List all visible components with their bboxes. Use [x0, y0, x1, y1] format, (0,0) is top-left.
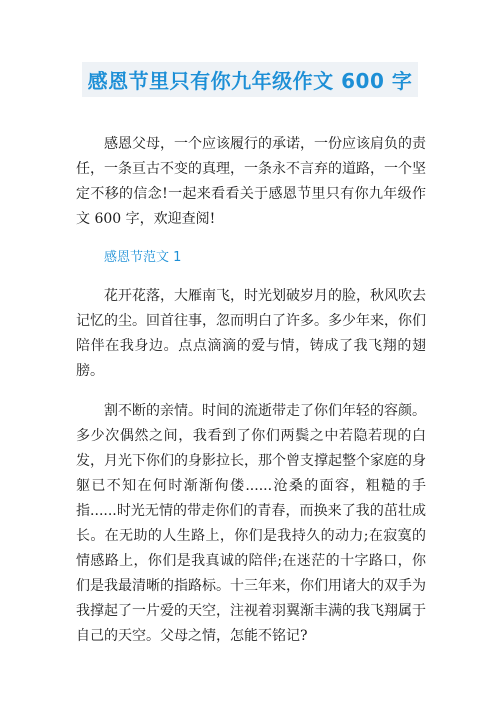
intro-paragraph: 感恩父母，一个应该履行的承诺，一份应该肩负的责任，一条亘古不变的真理，一条永不言弃的道路，一个坚定不移的信念!一起来看看关于感恩节里只有你九年级作文 600 字，欢迎查阅!: [76, 136, 426, 227]
article-body: [76, 132, 426, 649]
body-paragraph-2: 割不断的亲情。时间的流逝带走了你们年轻的容颜。多少次偶然之间，我看到了你们两鬓之中若隐若现的白发，月光下你们的身影拉长，那个曾支撑起整个家庭的身躯已不知在何时渐渐佝偻......沧桑的面容，粗糙的手指......时光无情的带走你们的青春，而换来了我的茁壮成长。在无助的人生路上，你们是我持久的动力;在寂寞的情感路上，你们是我真诚的陪伴;在迷茫的十字路口，你们是我最清晰的指路标。十三年来，你们用诸大的双手为我撑起了一片爱的天空，注视着羽翼渐丰满的我飞翔属于自己的天空。父母之情，怎能不铭记?: [76, 403, 426, 644]
page-title: 感恩节里只有你九年级作文 600 字: [82, 62, 419, 97]
body-paragraph-1: 花开花落，大雁南飞，时光划破岁月的脸，秋风吹去记忆的尘。回首往事，忽而明白了许多。多少年来，你们陪伴在我身边。点点滴滴的爱与情，铸成了我飞翔的翅膀。: [76, 288, 426, 379]
section-heading: 感恩节范文 1: [104, 250, 182, 265]
title-container: [0, 62, 500, 97]
